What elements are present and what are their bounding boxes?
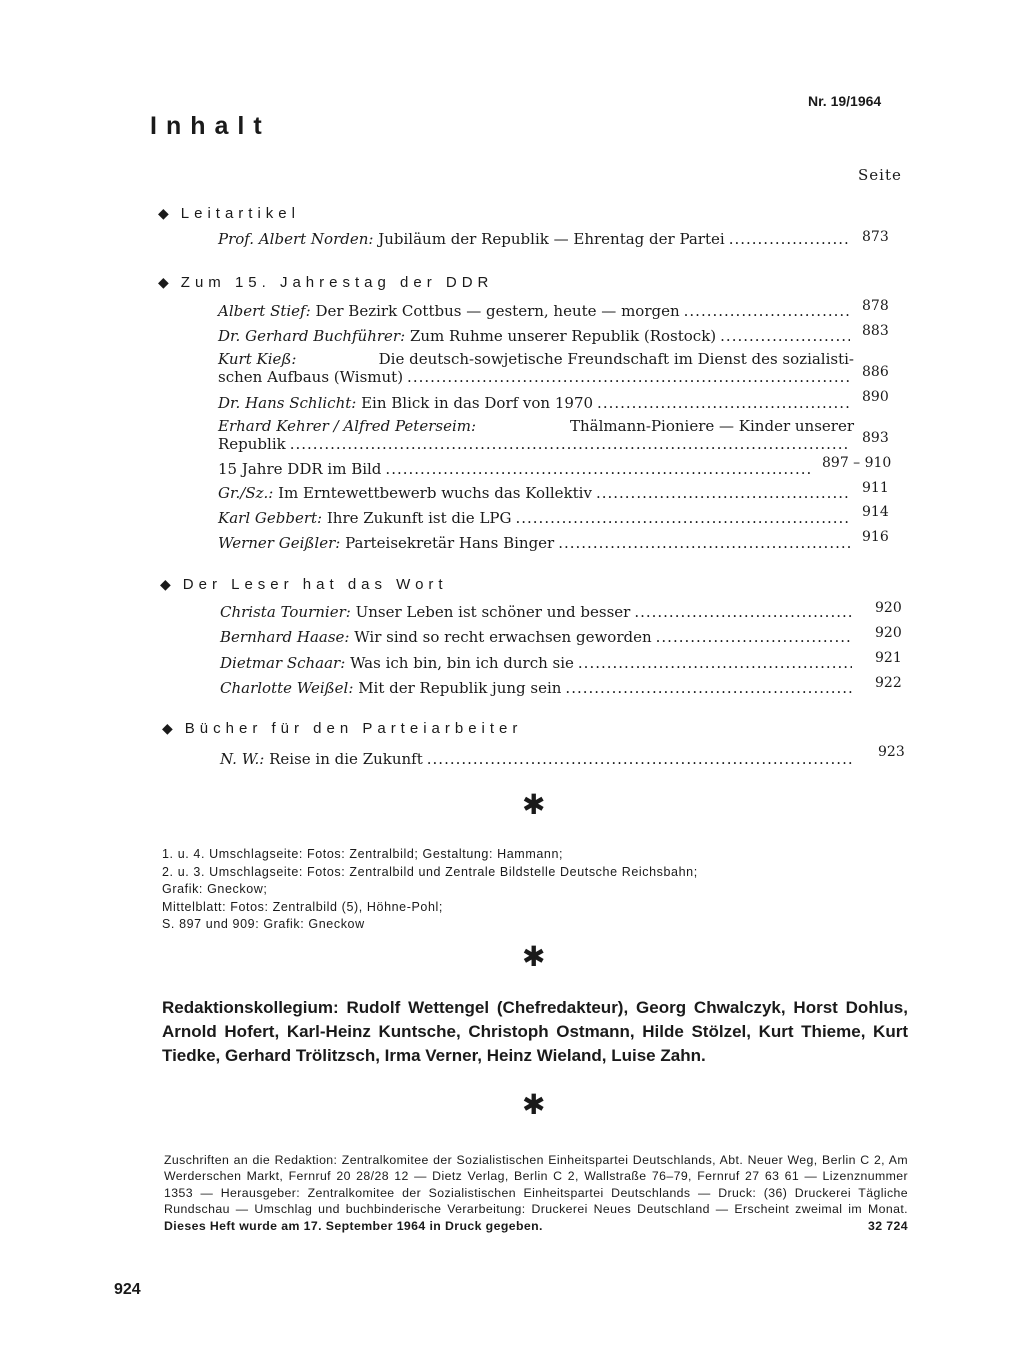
toc-entry [220,603,856,621]
leader-dots [407,368,850,386]
editorial-board-members: Rudolf Wettengel (Chefredakteur), Georg Chwalczyk, Horst Dohlus, Arnold Hofert, Karl-Heinz Kuntsche, Christoph Ostmann, Hilde Stölzel, Kurt Thieme, Kurt Tiedke, Gerhard Trölitzsch, Irma Verner, Heinz Wieland, Luise Zahn. [162,998,908,1065]
leader-dots [427,750,852,768]
diamond-bullet-icon: ◆ [160,576,171,592]
entry-author: Gr./Sz.: [218,484,274,502]
entry-author: Dietmar Schaar: [220,654,346,672]
diamond-bullet-icon: ◆ [158,205,169,221]
entry-page: 922 [875,675,902,691]
imprint [164,1152,908,1234]
page-title: Inhalt [150,112,271,140]
entry-page: 916 [862,529,889,545]
toc-entry [220,654,856,672]
entry-title: Mit der Republik jung sein [358,679,562,697]
leader-dots [515,509,850,527]
entry-title: 15 Jahre DDR im Bild [218,460,382,478]
entry-author: Albert Stief: [218,302,311,320]
editorial-board-label: Redaktionskollegium: [162,998,339,1017]
entry-author: Prof. Albert Norden: [218,230,374,248]
print-order-number: 32 724 [867,1218,908,1233]
leader-dots [385,460,812,478]
leader-dots [656,628,852,646]
entry-page: 893 [862,430,889,446]
credit-line: Grafik: Gneckow; [162,882,268,896]
section-heading: ◆ Bücher für den Parteiarbeiter [162,720,523,737]
leader-dots [684,302,850,320]
credit-line: Mittelblatt: Fotos: Zentralbild (5), Höhne-Pohl; [162,899,443,914]
entry-page: 886 [862,364,889,380]
page-column-label: Seite [858,166,902,184]
entry-title: Wir sind so recht erwachsen geworden [354,628,652,646]
entry-title: Ein Blick in das Dorf von 1970 [361,394,594,412]
leader-dots [596,484,850,502]
toc-entry [218,327,854,345]
section-heading: ◆ Zum 15. Jahrestag der DDR [158,274,494,291]
entry-title: Unser Leben ist schöner und besser [355,603,631,621]
entry-author: N. W.: [220,750,265,768]
entry-author: Werner Geißler: [218,534,341,552]
entry-page: 914 [862,504,889,520]
entry-title: Zum Ruhme unserer Republik (Rostock) [409,327,717,345]
page-number: 924 [114,1281,141,1298]
entry-page: 920 [875,600,902,616]
issue-number: Nr. 19/1964 [808,93,882,109]
entry-author: Dr. Hans Schlicht: [218,394,357,412]
entry-page: 897 – 910 [822,455,892,471]
entry-title-continued: Republik [218,435,286,453]
imprint-text: Zuschriften an die Redaktion: Zentralkomitee der Sozialistischen Einheitspartei Deutschlands, Abt. Neuer Weg, Berlin C 2, Am Werderschen Markt, Fernruf 20 28/28 12 — Dietz Verlag, Berlin C 2, Wallstraße 76–79, Fernruf 27 63 61 — Lizenznummer 1353 — Herausgeber: Zentralkomitee der Sozialistischen Einheitspartei Deutschlands — Druck: (36) Druckerei Tägliche Rundschau — Umschlag und buchbinderische Verarbeitung: Druckerei Neues Deutschland — Erscheint zweimal im Monat. [164,1153,908,1217]
leader-dots [565,679,852,697]
entry-title: Jubiläum der Republik — Ehrentag der Partei [378,230,725,248]
entry-title: Thälmann-Pioniere — Kinder unserer [570,417,854,435]
entry-title: Die deutsch-sowjetische Freundschaft im Dienst des sozialisti- [378,350,854,368]
toc-entry [218,302,854,320]
entry-author: Kurt Kieß: [218,350,297,368]
toc-entry [218,230,854,248]
entry-title: Der Bezirk Cottbus — gestern, heute — morgen [315,302,680,320]
entry-title: Parteisekretär Hans Binger [345,534,555,552]
section-heading: ◆ Der Leser hat das Wort [160,576,448,593]
entry-title: Was ich bin, bin ich durch sie [350,654,574,672]
entry-author: Christa Tournier: [220,603,351,621]
entry-page: 920 [875,625,902,641]
leader-dots [290,435,850,453]
entry-author: Charlotte Weißel: [220,679,354,697]
leader-dots [558,534,850,552]
toc-entry [218,394,854,412]
entry-author: Erhard Kehrer / Alfred Peterseim: [218,417,477,435]
leader-dots [729,230,850,248]
entry-title-continued: schen Aufbaus (Wismut) [218,368,404,386]
leader-dots [578,654,852,672]
entry-page: 923 [878,744,905,760]
entry-author: Dr. Gerhard Buchführer: [218,327,406,345]
credit-line: 2. u. 3. Umschlagseite: Fotos: Zentralbild und Zentrale Bildstelle Deutsche Reichsbahn; [162,864,698,879]
section-heading: ◆ Leitartikel [158,205,300,222]
separator-star-icon: ✱ [522,1088,546,1121]
toc-entry [218,417,854,453]
toc-entry [218,534,854,552]
leader-dots [634,603,852,621]
entry-author: Bernhard Haase: [220,628,350,646]
leader-dots [720,327,850,345]
separator-star-icon: ✱ [522,788,546,821]
toc-entry [218,484,854,502]
entry-page: 890 [862,389,889,405]
entry-title: Reise in die Zukunft [269,750,423,768]
separator-star-icon: ✱ [522,940,546,973]
toc-entry [218,460,816,478]
toc-entry [220,679,856,697]
credit-line: 1. u. 4. Umschlagseite: Fotos: Zentralbild; Gestaltung: Hammann; [162,847,564,861]
entry-title: Im Erntewettbewerb wuchs das Kollektiv [278,484,592,502]
entry-page: 883 [862,323,889,339]
toc-entry [220,750,856,768]
entry-author: Karl Gebbert: [218,509,323,527]
toc-entry [220,628,856,646]
leader-dots [597,394,850,412]
entry-page: 873 [862,229,889,245]
entry-page: 878 [862,298,889,314]
entry-title: Ihre Zukunft ist die LPG [326,509,512,527]
diamond-bullet-icon: ◆ [162,720,173,736]
toc-entry [218,350,854,386]
entry-page: 921 [875,650,902,666]
credit-line: S. 897 und 909: Grafik: Gneckow [162,917,365,931]
editorial-board [162,996,908,1068]
photo-credits [162,846,698,934]
entry-page: 911 [862,480,889,496]
toc-entry [218,509,854,527]
diamond-bullet-icon: ◆ [158,274,169,290]
print-date-note: Dieses Heft wurde am 17. September 1964 in Druck gegeben. [164,1218,543,1233]
